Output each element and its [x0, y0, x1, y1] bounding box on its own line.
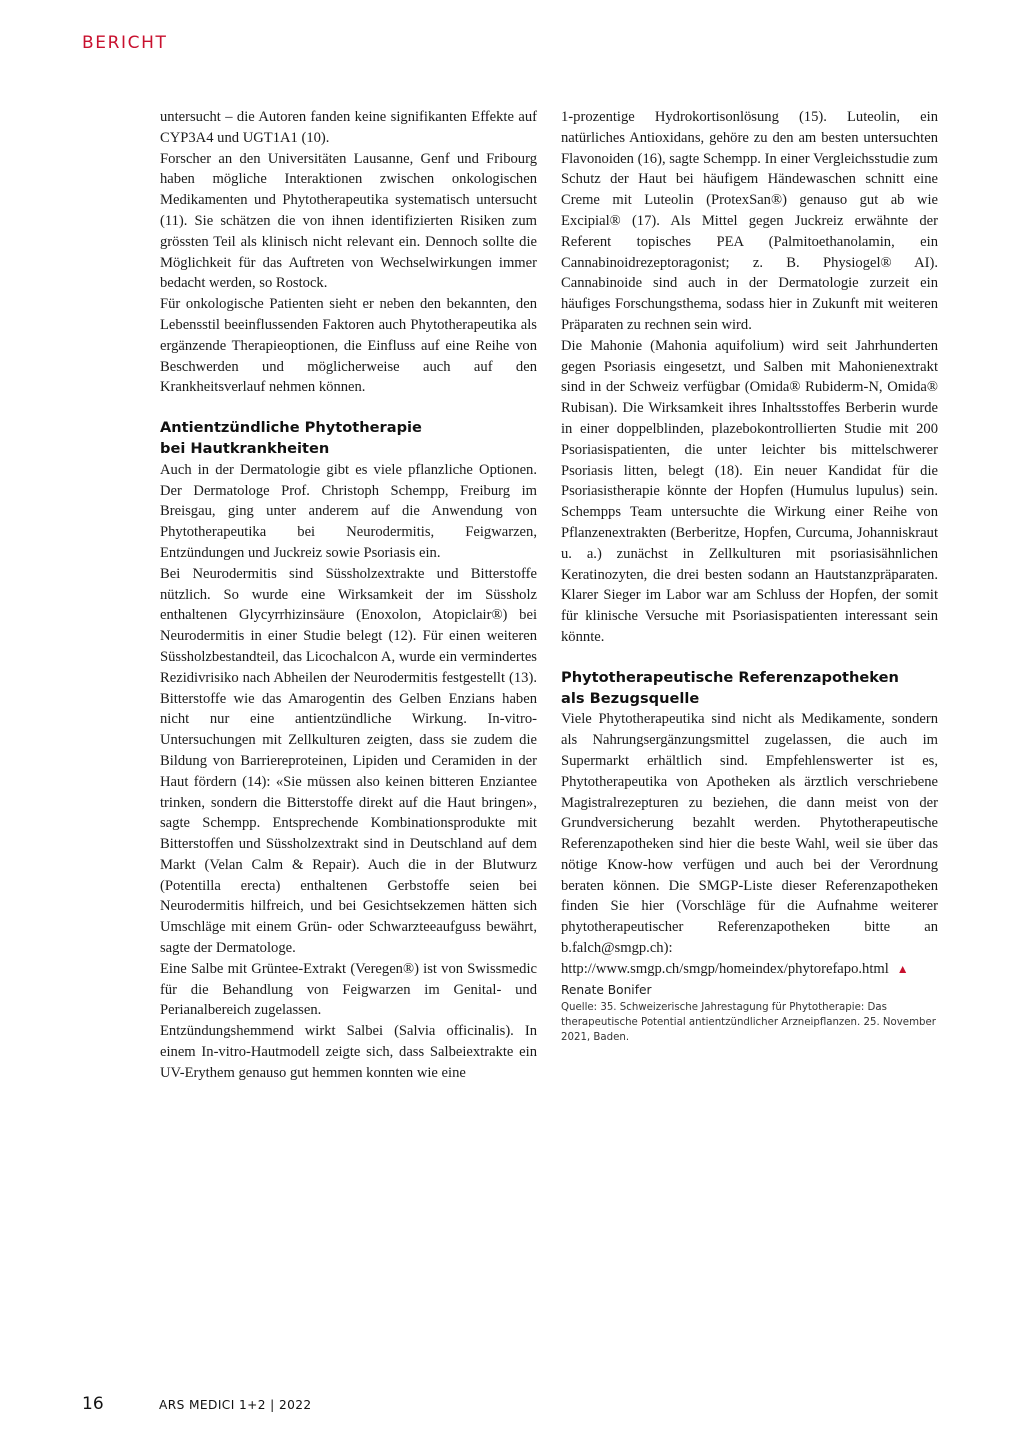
author: Renate Bonifer: [561, 982, 652, 997]
heading-line: Antientzündliche Phytotherapie: [160, 419, 422, 437]
publication-name: ARS MEDICI 1+2 | 2022: [159, 1398, 312, 1412]
paragraph: Die Mahonie (Mahonia aquifolium) wird seit Jahrhunderten gegen Psoriasis eingesetzt, und Salben mit Mahonienextrakt sind in der Schweiz verfügbar (Omida® Rubiderm-N, Omida® Rubisan). Die Wirksamkeit ihres Inhaltsstoffes Berberin wurde in einer doppelblinden, plazebokontrollierten Studie mit 200 Psoriasispatienten, die unter leichter bis mittelschwerer Psoriasis litten, belegt (18). Ein neuer Kandidat für die Psoriasistherapie könnte der Hopfen (Humulus lupulus) sein. Schempps Team untersuchte die Wirkung einer Reihe von Pflanzenextrakten (Berberitze, Hopfen, Curcuma, Johanniskraut u. a.) zunächst in Zellkulturen mit psoriasisähnlichen Keratinozyten, die drei besten sodann an Hautstanzpräparaten. Klarer Sieger im Labor war am Schluss der Hopfen, der somit für klinische Versuche mit Psoriasispatienten interessant sein könnte.: [561, 337, 938, 645]
paragraph-text: Viele Phytotherapeutika sind nicht als Medikamente, sondern als Nahrungsergänzungsmittel zugelassen, die auch im Supermarkt erhältlich sind. Empfehlenswerter ist es, Phytotherapeutika von Apotheken als ärztlich verschriebene Magistralrezepturen zu beziehen, die dann meist von der Grundversicherung bezahlt werden. Phytotherapeutische Referenzapotheken sind hier die beste Wahl, weil sie über das nötige Know-how verfügen und auch bei der Verordnung beraten können. Die SMGP-Liste dieser Referenzapotheken finden Sie hier (Vorschläge für die Aufnahme weiterer phytotherapeutischer Referenzapotheken bitte an b.falch@smgp.ch): http://www.smgp.ch/smgp/homeindex/phytorefapo.html: [561, 711, 938, 977]
paragraph: Auch in der Dermatologie gibt es viele pflanzliche Optionen. Der Dermatologe Prof. Christoph Schempp, Freiburg im Breisgau, ging unter anderem auf die Anwendung von Phytotherapeutika bei Neurodermitis, Feigwarzen, Entzündungen und Juckreiz sowie Psoriasis ein.: [160, 461, 537, 561]
paragraph: Entzündungshemmend wirkt Salbei (Salvia officinalis). In einem In-vitro-Hautmodell zeigte sich, dass Salbeiextrakte ein UV-Erythem genauso gut hemmen konnten wie eine: [160, 1023, 537, 1081]
left-column: [160, 107, 537, 1084]
heading-line: Phytotherapeutische Referenzapotheken: [561, 668, 899, 686]
paragraph: [561, 709, 938, 979]
paragraph: Bei Neurodermitis sind Süssholzextrakte und Bitterstoffe nützlich. So wurde eine Wirksamkeit der im Süssholz enthaltenen Glycyrrhizinsäure (Enoxolon, Atopiclair®) bei Neurodermitis in einer Studie belegt (12). Für einen weiteren Süssholzbestandteil, das Licochalcon A, wurde ein vermindertes Rezidivrisiko nach Abheilen der Neurodermitis festgestellt (13). Bitterstoffe wie das Amarogentin des Gelben Enzians haben nicht nur eine antientzündliche Wirkung. In-vitro-Untersuchungen mit Zellkulturen zeigten, dass sie zudem die Bildung von Barriereproteinen, Lipiden und Ceramiden in der Haut fördern (14): «Sie müssen also keinen bitteren Enziantee trinken, sondern die Bitterstoffe direkt auf die Haut bringen», sagte Schempp. Entsprechende Kombinationsprodukte mit Bitterstoffen und Süssholzextrakt sind in Deutschland auf dem Markt (Velan Calm & Repair). Auch die in der Blutwurz (Potentilla erecta) enthaltenen Gerbstoffe seien bei Neurodermitis hilfreich, und bei Gesichtsekzemen hätten sich Umschläge mit einem Grün- oder Schwarzteeaufguss bewährt, sagte der Dermatologe.: [160, 565, 537, 957]
end-mark-icon: ▲: [896, 961, 909, 976]
heading-line: bei Hautkrankheiten: [160, 439, 330, 457]
paragraph: untersucht – die Autoren fanden keine signifikanten Effekte auf CYP3A4 und UGT1A1 (10).: [160, 109, 537, 146]
section-heading: [561, 668, 938, 710]
page-number: 16: [82, 1394, 104, 1414]
section-label: BERICHT: [82, 33, 168, 53]
right-column: [561, 107, 938, 1045]
paragraph: Eine Salbe mit Grüntee-Extrakt (Veregen®) ist von Swissmedic für die Behandlung von Feigwarzen im Genital- und Perianalbereich zugelassen.: [160, 960, 537, 1019]
section-heading: [160, 418, 537, 460]
paragraph: 1-prozentige Hydrokortisonlösung (15). Luteolin, ein natürliches Antioxidans, gehöre zu den am besten untersuchten Flavonoiden (16), sagte Schempp. In einer Vergleichsstudie zum Schutz der Haut bei häufigem Händewaschen schnitt eine Creme mit Luteolin (ProtexSan®) genauso gut ab wie Excipial® (17). Als Mittel gegen Juckreiz erwähnte der Referent topisches PEA (Palmitoethanolamin, ein Cannabinoidrezeptoragonist; z. B. Physiogel® AI). Cannabinoide sind auch in der Dermatologie zurzeit ein häufiges Forschungsthema, sodass hier in Zukunft mit weiteren Präparaten zu rechnen sein wird.: [561, 109, 938, 333]
paragraph: Forscher an den Universitäten Lausanne, Genf und Fribourg haben mögliche Interaktionen zwischen onkologischen Medikamenten und Phytotherapeutika systematisch untersucht (11). Sie schätzen die von ihnen identifizierten Risiken zum grössten Teil als klinisch nicht relevant ein. Dennoch sollte die Möglichkeit für das Auftreten von Wechselwirkungen immer bedacht werden, so Rostock.: [160, 150, 537, 292]
heading-line: als Bezugsquelle: [561, 689, 700, 707]
source-note: Quelle: 35. Schweizerische Jahrestagung für Phytotherapie: Das therapeutische Potential antientzündlicher Arzneipflanzen. 25. November 2021, Baden.: [561, 1002, 936, 1044]
paragraph: Für onkologische Patienten sieht er neben den bekannten, den Lebensstil beeinflussenden Faktoren auch Phytotherapeutika als ergänzende Therapieoptionen, die Einfluss auf eine Reihe von Beschwerden und möglicherweise auch auf den Krankheitsverlauf nehmen können.: [160, 296, 537, 396]
